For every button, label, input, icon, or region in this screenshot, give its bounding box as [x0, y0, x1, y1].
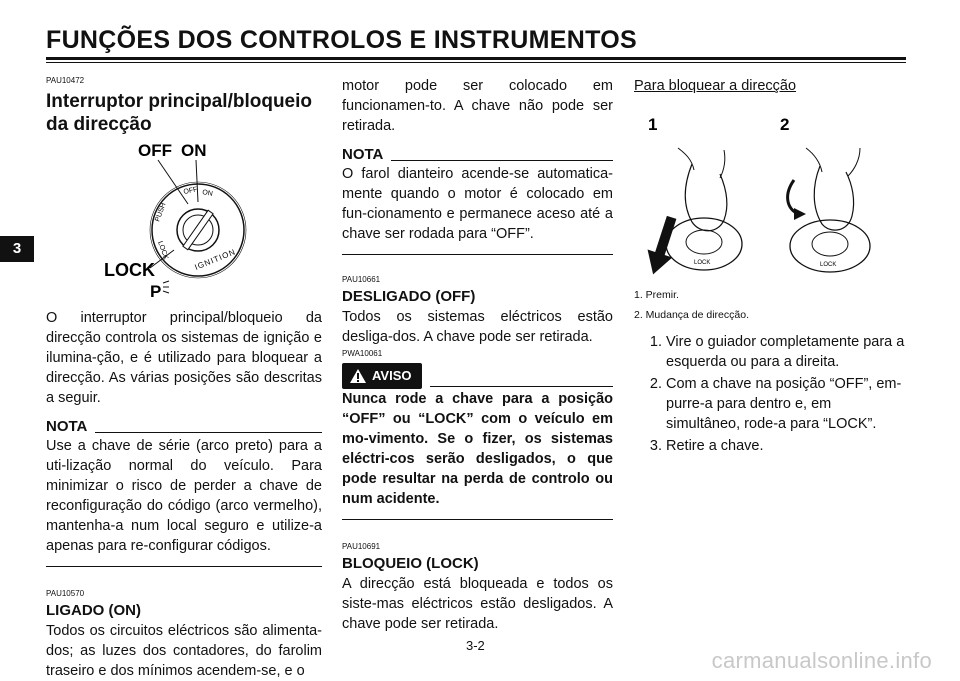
- list-item: 2. Com a chave na posição “OFF”, em-purre-a para dentro e, em simultâneo, rode-a para “LOCK”.: [666, 374, 906, 434]
- column-3: [634, 76, 906, 458]
- chapter-tab: 3: [0, 236, 34, 262]
- dial-lock-label-left: LOCK: [694, 260, 711, 266]
- rotate-arrow-icon: [788, 180, 798, 214]
- off-heading: DESLIGADO (OFF): [342, 288, 476, 305]
- lock-label: LOCK: [104, 260, 155, 280]
- intro-paragraph: O interruptor principal/bloqueio da direcção controla os sistemas de ignição e ilumina-ção, e é utilizado para bloquear a direcção. As várias posições são descritas a seguir.: [46, 310, 322, 406]
- column-1: [46, 76, 322, 681]
- figure-caption-1: 1. Premir.: [634, 289, 679, 301]
- key-slot: [183, 210, 213, 249]
- nota-end-rule: [342, 254, 613, 255]
- aviso-header: [342, 363, 613, 389]
- nota-header: [342, 146, 613, 164]
- dial-ignition-label: IGNITION: [193, 247, 238, 272]
- aviso-end-rule: [342, 519, 613, 520]
- page-number: 3-2: [466, 638, 485, 653]
- section-code: PAU10472: [46, 76, 85, 85]
- lock-steering-heading: Para bloquear a direcção: [634, 78, 797, 94]
- lock-heading: BLOQUEIO (LOCK): [342, 555, 479, 572]
- warning-code: PWA10061: [342, 349, 383, 358]
- lock-text: A direcção está bloqueada e todos os siste-mas eléctricos estão desligados. A chave pode ser retirada.: [342, 576, 613, 632]
- aviso-badge: [342, 363, 422, 389]
- continued-text: motor pode ser colocado em funcionamen-to. A chave não pode ser retirada.: [342, 78, 613, 134]
- list-item: 3. Retire a chave.: [666, 436, 906, 456]
- aviso-rule: [430, 386, 614, 387]
- section-title: Interruptor principal/bloqueio da direcção: [46, 91, 312, 135]
- column-2: [342, 76, 613, 634]
- push-arrow-icon: [641, 213, 684, 278]
- page-title: FUNÇÕES DOS CONTROLOS E INSTRUMENTOS: [46, 26, 637, 54]
- header-rule: [46, 57, 906, 60]
- aviso-label: AVISO: [372, 368, 412, 383]
- figure-number-1: 1: [648, 115, 658, 134]
- ligado-heading: LIGADO (ON): [46, 602, 141, 619]
- nota-header: [46, 418, 322, 436]
- ligado-text: Todos os circuitos eléctricos são alimenta-dos; as luzes dos contadores, do farolim traseiro e dos mínimos acendem-se, e o: [46, 623, 322, 679]
- park-label: P: [150, 282, 162, 301]
- steering-lock-figure: [634, 104, 906, 284]
- off-text: Todos os sistemas eléctricos estão desliga-dos. A chave pode ser retirada.: [342, 309, 613, 345]
- dial-lock-label-right: LOCK: [820, 262, 837, 268]
- section-code: PAU10661: [342, 275, 381, 284]
- dial-push-label: PUSH: [154, 202, 168, 223]
- warning-triangle-icon: [350, 369, 366, 383]
- off-label: OFF: [138, 142, 172, 160]
- header-rule-thin: [46, 62, 906, 63]
- nota-label: NOTA: [46, 418, 88, 435]
- dial-off-label: OFF: [182, 186, 199, 196]
- list-item: 1. Vire o guiador completamente para a esquerda ou para a direita.: [666, 332, 906, 372]
- nota-rule: [391, 160, 613, 161]
- steps-list: [634, 332, 906, 456]
- on-label: ON: [181, 142, 207, 160]
- nota-label: NOTA: [342, 146, 384, 163]
- nota-end-rule: [46, 566, 322, 567]
- figure-number-2: 2: [780, 115, 790, 134]
- section-code: PAU10570: [46, 589, 85, 598]
- nota-text: Use a chave de série (arco preto) para a uti-lização normal do veículo. Para minimizar o risco de perder a chave de reconfiguração do código (arco vermelho), mantenha-a num local seguro e utilize-a apenas para re-configurar códigos.: [46, 438, 322, 554]
- dial-lock-label: LOCK: [156, 240, 170, 261]
- aviso-text: Nunca rode a chave para a posição “OFF” ou “LOCK” com o veículo em mo-vimento. Se o fizer, os sistemas eléctri-cos serão desligados, o que pode resultar na perda de controlo ou num acidente.: [342, 391, 613, 507]
- section-code: PAU10691: [342, 542, 381, 551]
- nota-rule: [95, 432, 322, 433]
- figure-caption-2: 2. Mudança de direcção.: [634, 309, 749, 321]
- dial-on-label: ON: [201, 189, 214, 198]
- ignition-switch-figure: [46, 142, 322, 302]
- watermark: carmanualsonline.info: [711, 648, 932, 673]
- park-light-icon: [163, 281, 169, 293]
- nota-text: O farol dianteiro acende-se automatica-mente quando o motor é colocado em fun-cionamento e permanece aceso até a chave ser rodada para “OFF”.: [342, 166, 613, 242]
